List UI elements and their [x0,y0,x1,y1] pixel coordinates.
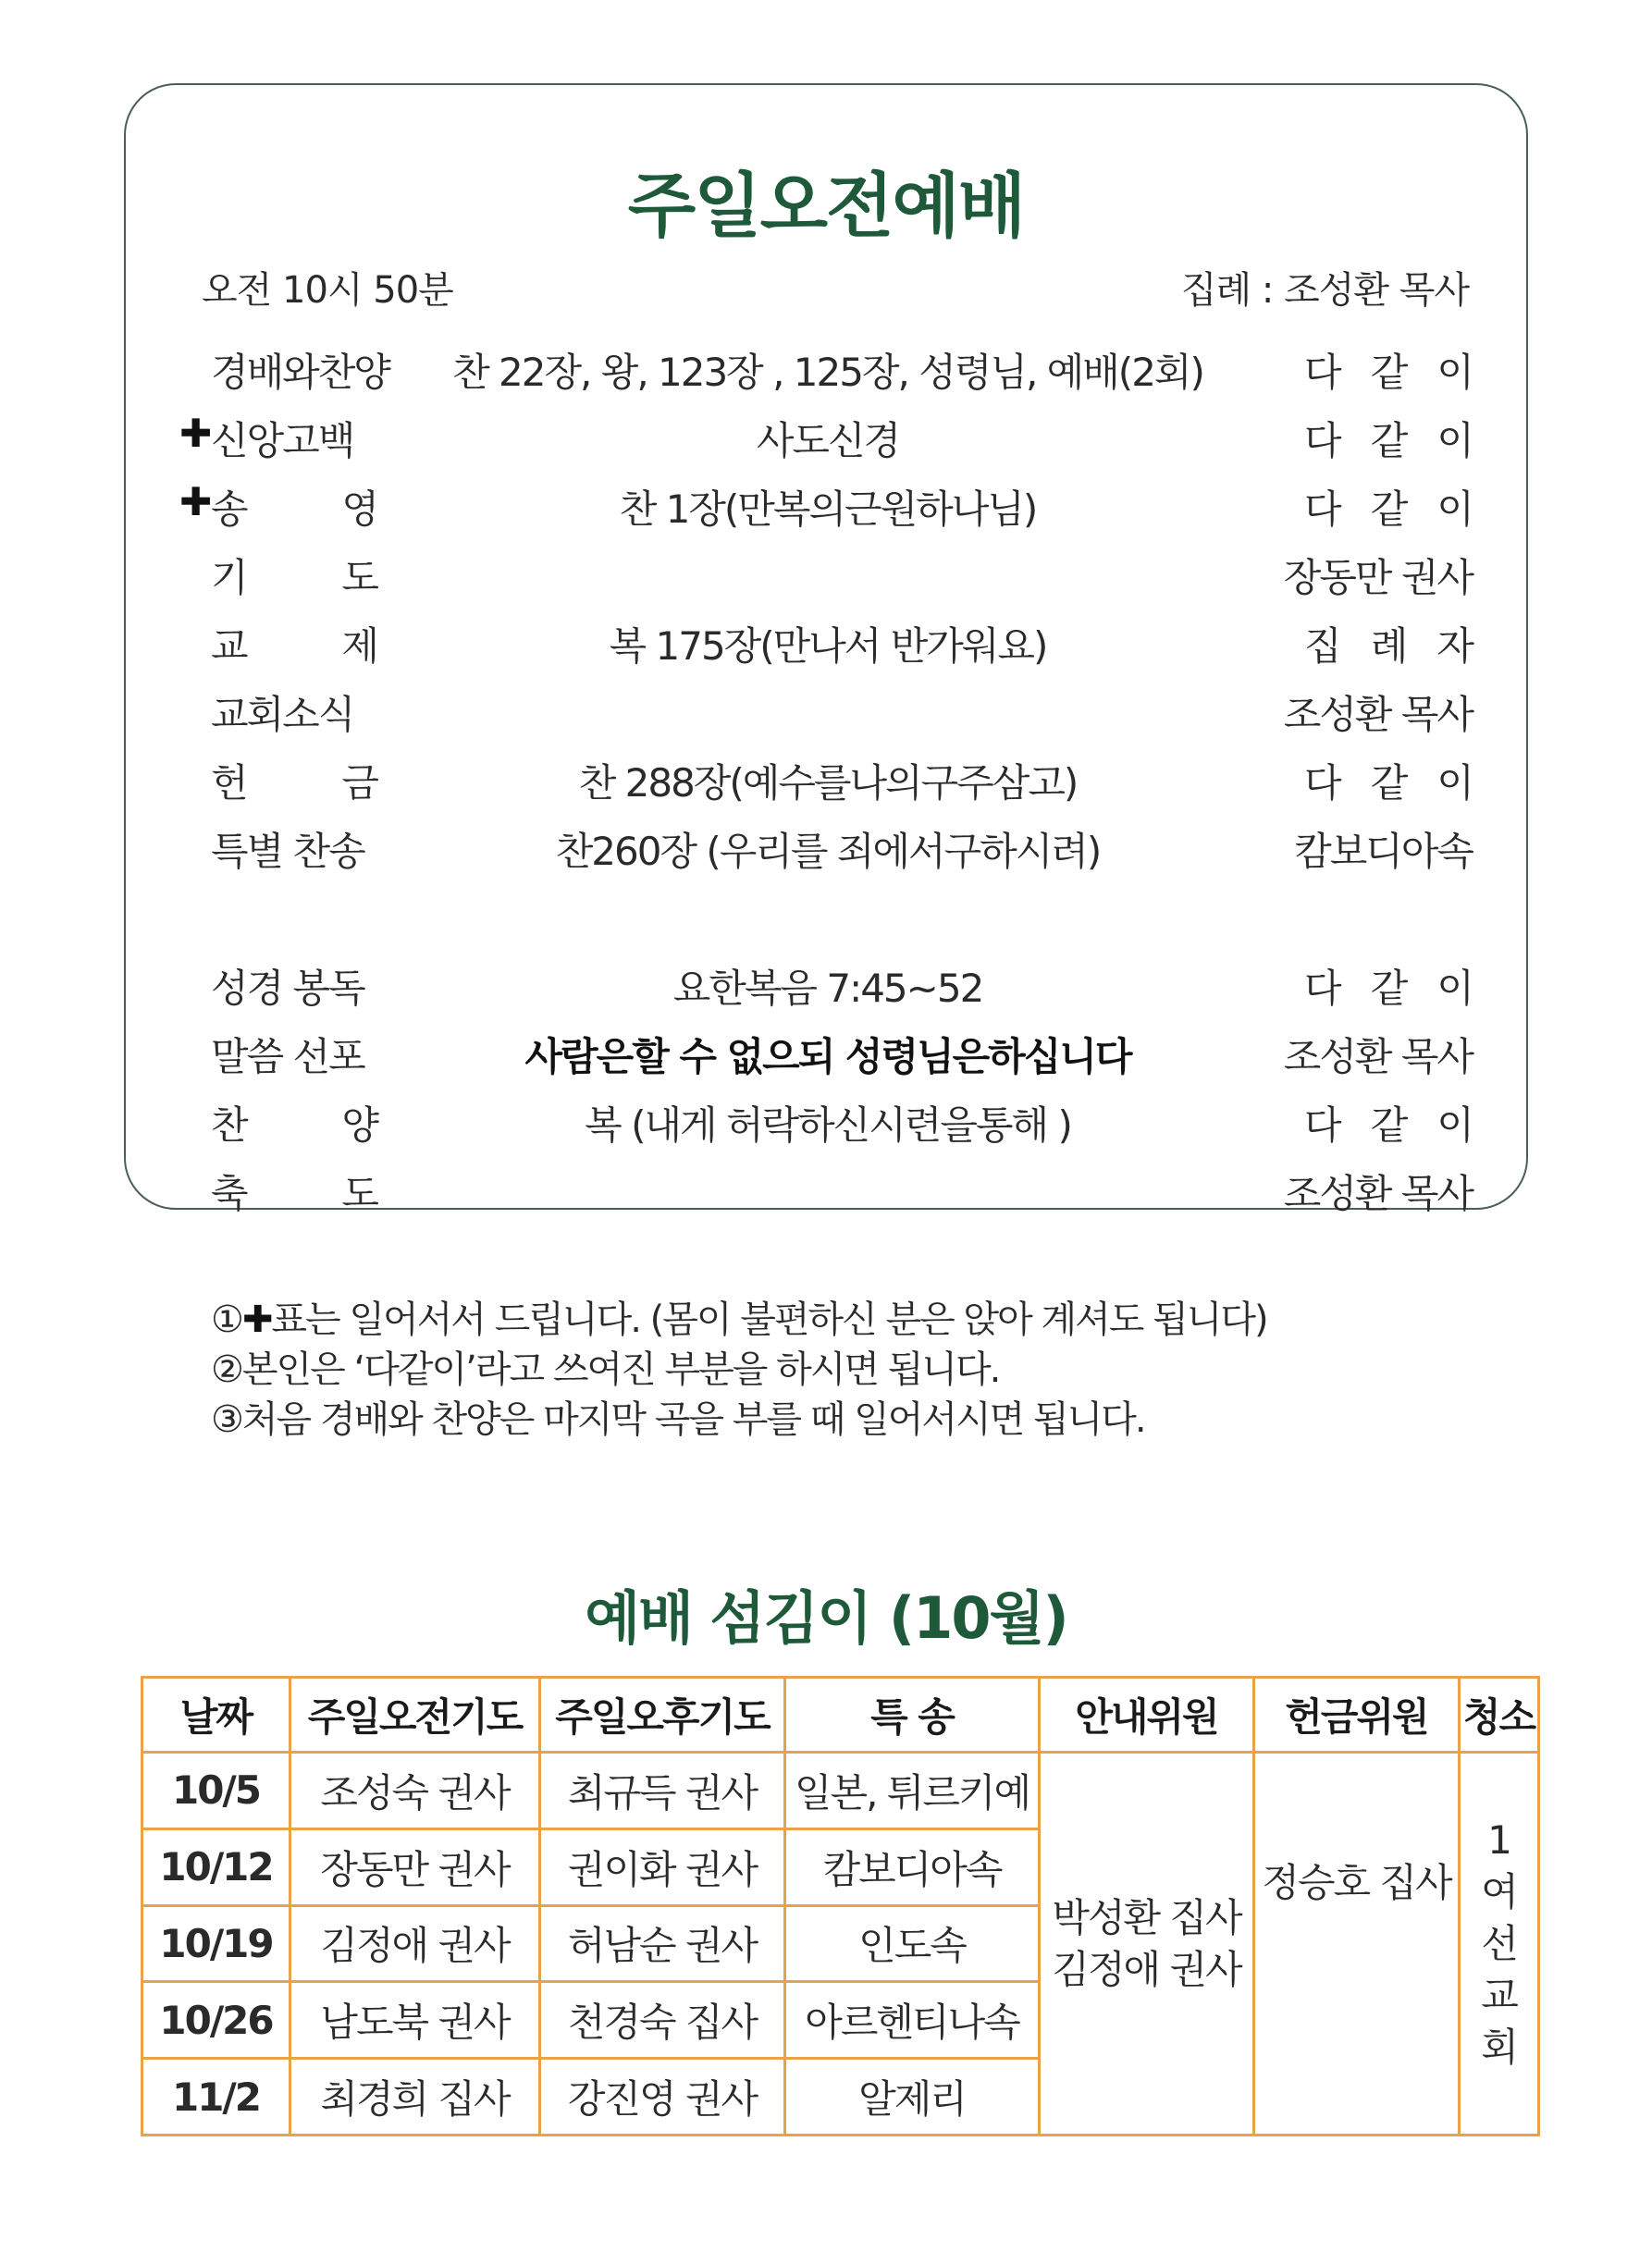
order-content: 찬260장 (우리를 죄에서구하시려) [555,829,1101,874]
cleaning-text: 1여선교회 [1481,1816,1517,2070]
order-label-text: 찬 양 [211,1102,377,1148]
usher-name: 김정애 권사 [1052,1946,1241,1992]
roster-cell-cleaning [1460,1753,1539,2136]
order-content: 복 175장(만나서 반가워요) [609,623,1047,669]
roster-cell-date: 10/12 [142,1828,290,1905]
roster-title: 예배 섬김이 (10월) [585,1584,1067,1652]
order-content: 요한복음 7:45~52 [672,966,983,1011]
order-label [179,411,377,466]
order-row [0,479,1652,542]
order-row [0,342,1652,405]
roster-cell-special: 일본, 튀르키예 [785,1753,1040,1829]
order-label [211,1027,377,1082]
service-officiant: 집례 : 조성환 목사 [1180,269,1469,312]
roster-body [142,1753,1539,2136]
order-label-text: 송 영 [211,486,377,532]
order-label [211,548,377,603]
roster-cell-afternoon: 권이화 권사 [540,1828,785,1905]
order-row [0,1163,1652,1226]
roster-header-cell: 특 송 [785,1678,1040,1753]
order-label [211,821,377,877]
order-row [0,1095,1652,1158]
order-content: 찬 22장, 왕, 123장 , 125장, 성령님, 예배(2회) [452,350,1203,395]
note-3: ③처음 경배와 찬양은 마지막 곡을 부를 때 일어서시면 됩니다. [211,1398,1145,1441]
roster-cell-date: 10/19 [142,1905,290,1982]
note-2: ②본인은 ‘다같이’라고 쓰여진 부분을 하시면 됩니다. [211,1348,1000,1391]
order-label [211,958,377,1014]
roster-header-cell: 헌금위원 [1254,1678,1460,1753]
order-label [211,1163,377,1219]
order-row [0,753,1652,816]
cross-icon: ✚ [179,411,211,456]
order-label [179,479,377,535]
roster-header-cell: 주일오전기도 [290,1678,540,1753]
order-label-text: 말씀 선포 [211,1034,364,1079]
service-title: 주일오전예배 [627,165,1025,247]
order-content: 사람은할 수 없으되 성령님은하십니다 [524,1034,1131,1079]
roster-cell-morning: 장동만 권사 [290,1828,540,1905]
note-1-number: ① [211,1299,242,1341]
order-content: 복 (내게 허락하신시련을통해 ) [585,1102,1071,1148]
order-row [0,684,1652,747]
roster-cell-afternoon: 강진영 권사 [540,2059,785,2136]
order-leader: 다 같 이 [1304,1102,1473,1148]
roster-table [141,1676,1540,2136]
order-label-text: 헌 금 [211,760,377,806]
order-label-text: 축 도 [211,1171,377,1216]
usher-name: 박성환 집사 [1052,1894,1241,1940]
order-label [211,616,377,671]
roster-header-cell: 청소 [1460,1678,1539,1753]
order-row [0,548,1652,610]
notes [211,1295,1267,1445]
table-row [142,1753,1539,1829]
roster-cell-afternoon: 천경숙 집사 [540,1982,785,2059]
order-label-text: 성경 봉독 [211,966,364,1011]
order-leader: 다 같 이 [1304,418,1473,463]
roster-cell-special: 캄보디아속 [785,1828,1040,1905]
roster-cell-afternoon: 허남순 권사 [540,1905,785,1982]
roster-header-cell: 안내위원 [1040,1678,1254,1753]
note-1-text: 표는 일어서서 드립니다. (몸이 불편하신 분은 앉아 계셔도 됩니다) [271,1299,1267,1341]
order-row [0,411,1652,474]
roster-cell-date: 11/2 [142,2059,290,2136]
service-time: 오전 10시 50분 [202,269,453,312]
order-leader: 조성환 목사 [1283,1171,1473,1216]
roster-cell-date: 10/5 [142,1753,290,1829]
order-leader: 다 같 이 [1304,966,1473,1011]
order-leader: 장동만 권사 [1283,555,1473,600]
order-leader: 집 례 자 [1304,623,1473,669]
order-label-text: 기 도 [211,555,377,600]
order-row [0,821,1652,884]
roster-header-row [142,1678,1539,1753]
order-label [211,753,377,808]
order-label [211,342,389,398]
order-label-text: 교 제 [211,623,377,669]
order-label-text: 특별 찬송 [211,829,364,874]
cross-icon: ✚ [179,479,211,524]
order-label [211,1095,377,1151]
order-content: 사도신경 [756,418,900,463]
roster-cell-special: 알제리 [785,2059,1040,2136]
roster-cell-date: 10/26 [142,1982,290,2059]
order-label-text: 교회소식 [211,692,354,737]
order-label [211,684,377,740]
roster-cell-morning: 최경희 집사 [290,2059,540,2136]
order-content: 찬 1장(만복의근원하나님) [619,486,1037,532]
roster-header-cell: 주일오후기도 [540,1678,785,1753]
cross-icon: ✚ [241,1299,272,1341]
roster-cell-ushers [1040,1753,1254,2136]
note-1 [211,1295,1267,1345]
order-label-text: 신앙고백 [211,418,354,463]
order-label-text: 경배와찬양 [211,350,389,395]
order-leader: 캄보디아속 [1294,829,1473,874]
roster-cell-morning: 남도북 권사 [290,1982,540,2059]
order-row [0,958,1652,1021]
order-content: 찬 288장(예수를나의구주삼고) [578,760,1078,806]
order-row [0,616,1652,679]
roster-cell-afternoon: 최규득 권사 [540,1753,785,1829]
order-leader: 다 같 이 [1304,350,1473,395]
roster-header-cell: 날짜 [142,1678,290,1753]
order-leader: 다 같 이 [1304,486,1473,532]
order-leader: 다 같 이 [1304,760,1473,806]
order-leader: 조성환 목사 [1283,692,1473,737]
order-row [0,1027,1652,1089]
roster-cell-morning: 김정애 권사 [290,1905,540,1982]
order-leader: 조성환 목사 [1283,1034,1473,1079]
roster-cell-offering: 정승호 집사 [1254,1753,1460,2136]
roster-cell-special: 아르헨티나속 [785,1982,1040,2059]
roster-cell-morning: 조성숙 권사 [290,1753,540,1829]
roster-cell-special: 인도속 [785,1905,1040,1982]
